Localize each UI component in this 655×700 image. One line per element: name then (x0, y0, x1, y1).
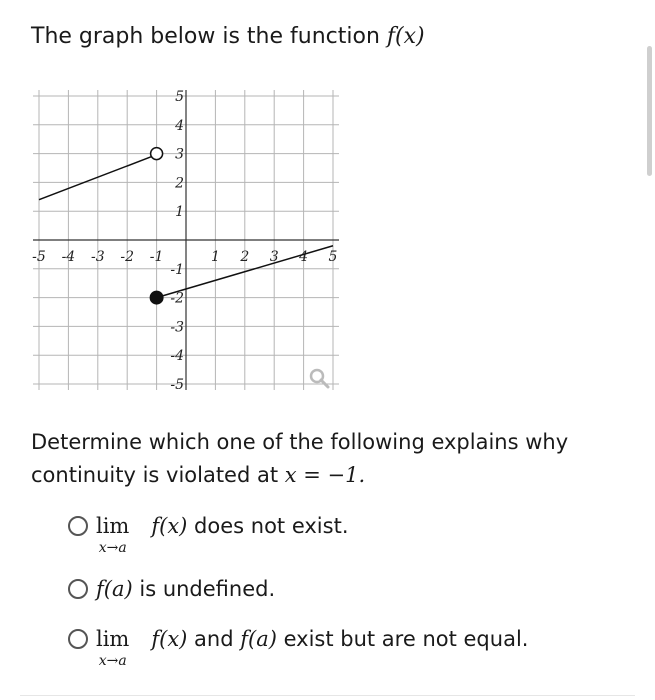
graph-svg (0, 0, 360, 410)
y-tick-label: 5 (175, 89, 184, 105)
question-math: x = −1. (284, 463, 366, 487)
limit-expression: lim x→a (96, 627, 130, 669)
y-tick-label: -2 (170, 290, 184, 307)
title-function: f(x) (386, 24, 425, 49)
x-tick-label: -4 (61, 249, 76, 265)
option-math-2: f(a) (240, 627, 277, 651)
x-tick-label: -2 (120, 249, 135, 265)
x-tick-label: 1 (210, 249, 220, 265)
divider (20, 695, 635, 700)
y-tick-label: 1 (175, 204, 184, 221)
limit-expression: lim x→a (96, 514, 130, 556)
option-limit-does-not-exist[interactable] (68, 514, 349, 556)
radio-button[interactable] (68, 579, 88, 599)
option-undefined[interactable] (68, 577, 275, 601)
x-tick-label: -3 (90, 249, 105, 265)
option-math: f(a) (96, 577, 133, 601)
option-text: does not exist. (187, 514, 349, 538)
x-tick-label: 3 (269, 249, 279, 265)
question-line-2: continuity is violated at x = −1. (31, 463, 366, 487)
x-tick-label: -5 (32, 249, 46, 265)
option-text-2: exist but are not equal. (276, 627, 529, 651)
y-tick-label: -4 (170, 348, 184, 365)
question-text (31, 426, 631, 492)
scrollbar[interactable] (647, 46, 652, 176)
option-text: is undefined. (132, 577, 276, 601)
question-line-1: Determine which one of the following explains why (31, 430, 569, 454)
option-text: and (187, 627, 241, 651)
y-tick-label: 3 (175, 146, 184, 163)
x-tick-label: 4 (299, 249, 309, 265)
x-tick-label: 5 (328, 249, 338, 265)
title-text: The graph below is the function (31, 24, 387, 49)
y-tick-label: -1 (170, 261, 184, 278)
y-tick-label: 2 (175, 175, 184, 192)
option-math: f(x) (151, 627, 188, 651)
left-line-segment (39, 157, 152, 200)
closed-endpoint (150, 291, 163, 304)
option-math: f(x) (151, 514, 188, 538)
radio-button[interactable] (68, 629, 88, 649)
function-graph (0, 0, 360, 414)
y-tick-label: -5 (170, 377, 184, 393)
y-tick-label: -3 (170, 319, 184, 336)
x-tick-label: -1 (149, 249, 164, 265)
radio-button[interactable] (68, 516, 88, 536)
y-tick-label: 4 (175, 117, 184, 134)
open-endpoint (151, 148, 163, 160)
x-tick-label: 2 (240, 249, 250, 265)
option-exist-not-equal[interactable] (68, 627, 528, 669)
